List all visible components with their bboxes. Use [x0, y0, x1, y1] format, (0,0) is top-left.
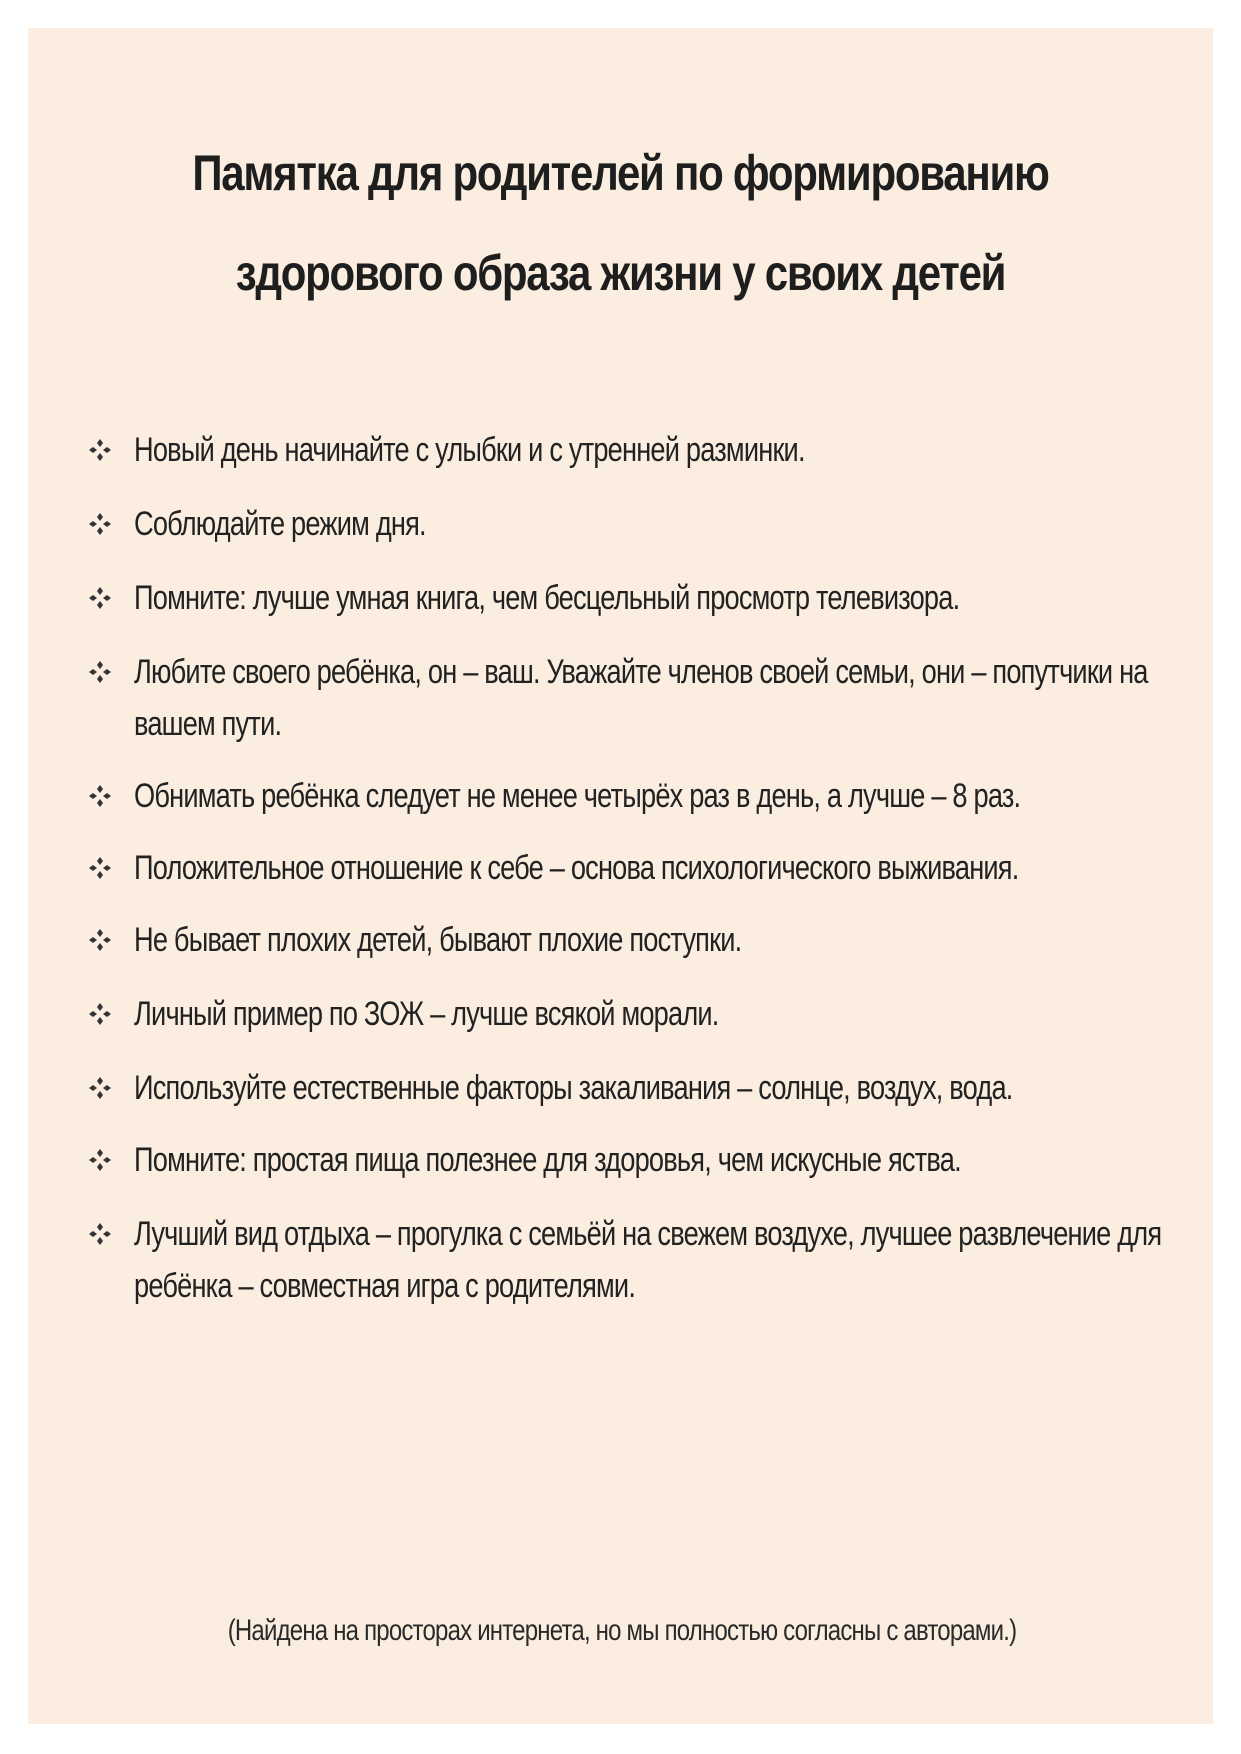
tip-text: Помните: лучше умная книга, чем бесцельный просмотр телевизора.: [134, 579, 960, 617]
diamond-cluster-icon: [88, 1076, 112, 1100]
tip-text: Лучший вид отдыха – прогулка с семьёй на свежем воздухе, лучшее развлечение для ребёнка – совместная игра с родителями.: [134, 1215, 1162, 1305]
tip-text: Любите своего ребёнка, он – ваш. Уважайте членов своей семьи, они – попутчики на вашем пути.: [134, 653, 1148, 743]
list-item: [88, 572, 1168, 624]
memo-sheet: [28, 28, 1213, 1724]
tip-text: Используйте естественные факторы закаливания – солнце, воздух, вода.: [134, 1069, 1013, 1107]
list-item: [88, 770, 1168, 822]
tips-list: [88, 424, 1168, 1332]
diamond-cluster-icon: [88, 1148, 112, 1172]
tip-text: Обнимать ребёнка следует не менее четырёх раз в день, а лучше – 8 раз.: [134, 777, 1021, 815]
diamond-cluster-icon: [88, 856, 112, 880]
tip-text: Соблюдайте режим дня.: [134, 505, 426, 543]
diamond-cluster-icon: [88, 512, 112, 536]
tip-text: Личный пример по ЗОЖ – лучше всякой морали.: [134, 995, 719, 1033]
list-item: [88, 498, 1168, 550]
list-item: [88, 914, 1168, 966]
list-item: [88, 646, 1168, 750]
title-line-2: здорового образа жизни у своих детей: [235, 245, 1006, 301]
list-item: [88, 1208, 1168, 1312]
diamond-cluster-icon: [88, 586, 112, 610]
diamond-cluster-icon: [88, 1002, 112, 1026]
tip-text: Не бывает плохих детей, бывают плохие поступки.: [134, 921, 742, 959]
diamond-cluster-icon: [88, 438, 112, 462]
tip-text: Положительное отношение к себе – основа психологического выживания.: [134, 849, 1019, 887]
tip-text: Помните: простая пища полезнее для здоровья, чем искусные яства.: [134, 1141, 961, 1179]
title-line-1: Памятка для родителей по формированию: [192, 145, 1049, 201]
page-title: [123, 123, 1118, 323]
diamond-cluster-icon: [88, 660, 112, 684]
diamond-cluster-icon: [88, 784, 112, 808]
list-item: [88, 988, 1168, 1040]
diamond-cluster-icon: [88, 1222, 112, 1246]
list-item: [88, 1134, 1168, 1186]
diamond-cluster-icon: [88, 928, 112, 952]
source-note: (Найдена на просторах интернета, но мы полностью согласны с авторами.): [227, 1614, 1017, 1647]
tip-text: Новый день начинайте с улыбки и с утренней разминки.: [134, 431, 805, 469]
list-item: [88, 842, 1168, 894]
list-item: [88, 424, 1168, 476]
list-item: [88, 1062, 1168, 1114]
